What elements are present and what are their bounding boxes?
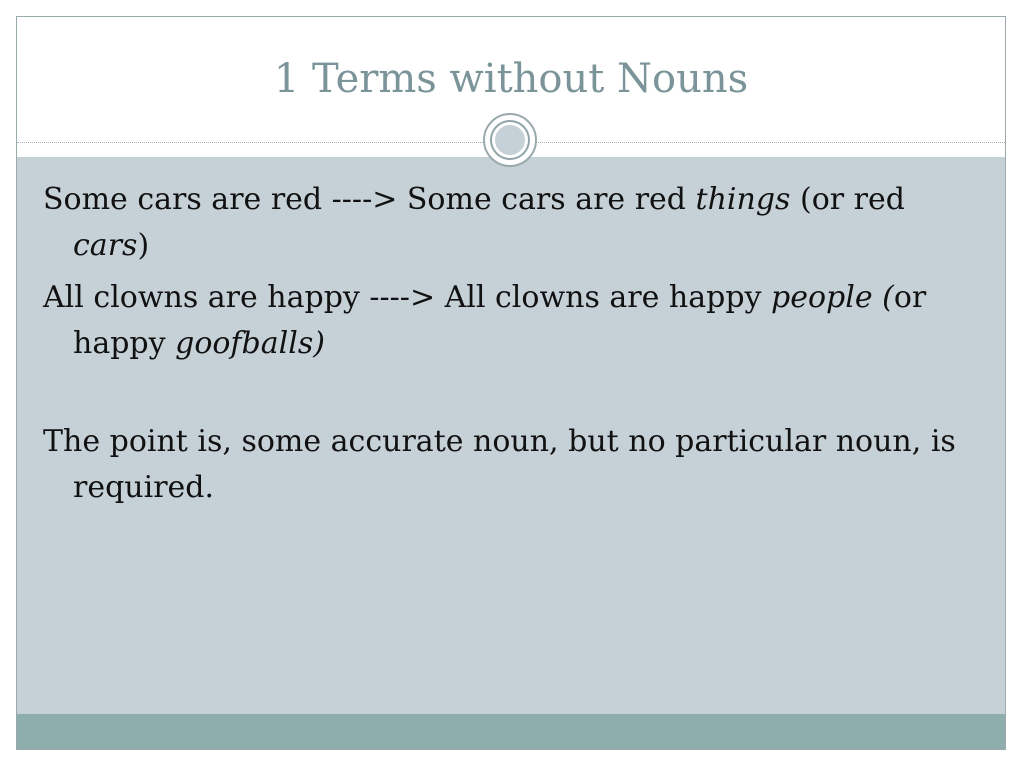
text-segment: ) — [137, 228, 150, 263]
italic-segment: things — [695, 182, 791, 217]
text-segment: Some cars are red ----> Some cars are red — [43, 182, 696, 217]
slide-frame — [16, 16, 1006, 750]
slide-title: 1 Terms without Nouns — [273, 56, 749, 102]
paragraph-clowns — [43, 275, 958, 367]
slide-body — [43, 177, 958, 517]
circle-ornament-icon — [483, 113, 537, 167]
italic-segment: goofballs) — [175, 326, 325, 361]
text-segment: All clowns are happy ----> All clowns are happy — [43, 280, 772, 315]
paragraph-point: The point is, some accurate noun, but no particular noun, is required. — [43, 424, 956, 505]
italic-segment: cars — [73, 228, 138, 263]
paragraph-cars — [43, 177, 958, 269]
text-segment: (or red — [790, 182, 905, 217]
footer-bar — [17, 714, 1005, 749]
italic-segment: people ( — [771, 280, 894, 315]
circle-ornament-inner — [492, 122, 528, 158]
text-segment: or happy — [73, 280, 927, 361]
